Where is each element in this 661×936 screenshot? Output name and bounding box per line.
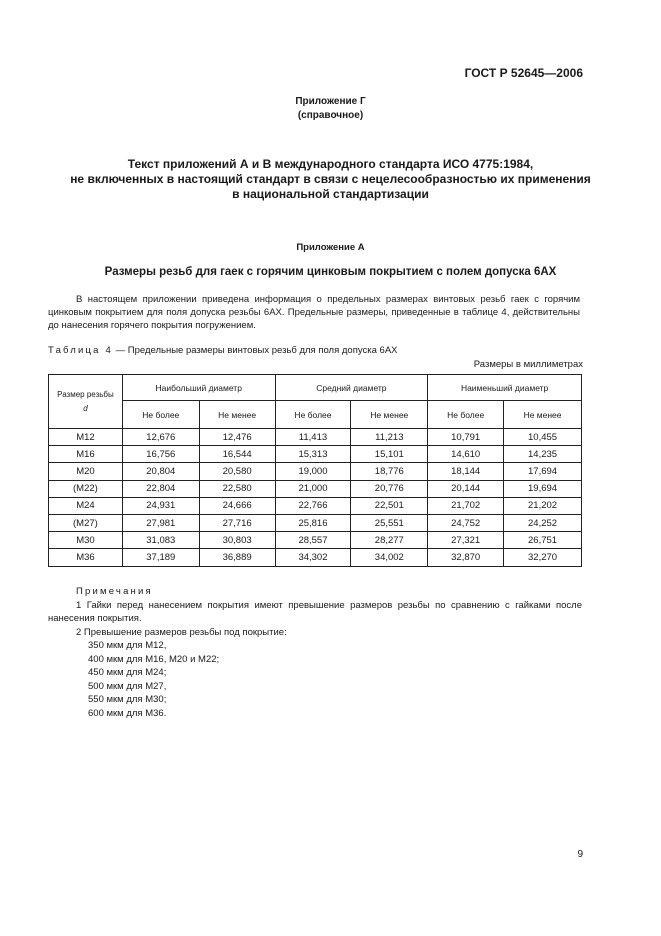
header-minor-max: Не более bbox=[428, 401, 504, 429]
table-cell: 14,610 bbox=[428, 446, 504, 463]
table-cell: (M27) bbox=[49, 514, 123, 531]
header-major-min: Не менее bbox=[199, 401, 275, 429]
page-number: 9 bbox=[577, 849, 583, 860]
intro-paragraph: В настоящем приложении приведена информация о предельных размерах винтовых резьб гаек с горячим цинковым покрытием для поля допуска резьбы 6АХ. Предельные размеры, приведенные в таблице 4, действительны до нанесения горячего покрытия погружением. bbox=[48, 294, 580, 331]
table-cell: (M22) bbox=[49, 480, 123, 497]
table-cell: 20,144 bbox=[428, 480, 504, 497]
header-major-diameter: Наибольший диаметр bbox=[122, 375, 275, 401]
table-cell: 21,202 bbox=[504, 497, 582, 514]
table-row bbox=[49, 514, 582, 531]
table-header-row bbox=[49, 375, 582, 401]
table-cell: 16,756 bbox=[122, 446, 199, 463]
table-cell: 34,302 bbox=[275, 549, 351, 566]
table-cell: 15,313 bbox=[275, 446, 351, 463]
table-cell: 18,144 bbox=[428, 463, 504, 480]
main-title bbox=[0, 157, 661, 202]
table-cell: 32,270 bbox=[504, 549, 582, 566]
table-cell: 11,213 bbox=[351, 429, 428, 446]
table-cell: 11,413 bbox=[275, 429, 351, 446]
table-cell: 22,804 bbox=[122, 480, 199, 497]
note-2-item: 450 мкм для М24; bbox=[88, 667, 167, 678]
document-code: ГОСТ Р 52645—2006 bbox=[464, 66, 583, 80]
note-2-item: 550 мкм для М30; bbox=[88, 694, 167, 705]
table-cell: 24,752 bbox=[428, 514, 504, 531]
note-2-item: 500 мкм для М27, bbox=[88, 680, 167, 692]
table-caption bbox=[48, 345, 398, 356]
table-row bbox=[49, 480, 582, 497]
table-caption-label: Таблица 4 bbox=[48, 345, 113, 356]
table-row bbox=[49, 463, 582, 480]
note-2-item: 400 мкм для М16, М20 и М22; bbox=[88, 653, 220, 665]
table-cell: 24,931 bbox=[122, 497, 199, 514]
table-cell: 14,235 bbox=[504, 446, 582, 463]
table-row bbox=[49, 429, 582, 446]
table-cell: 25,816 bbox=[275, 514, 351, 531]
table-cell: 10,791 bbox=[428, 429, 504, 446]
table-cell: 25,551 bbox=[351, 514, 428, 531]
table-cell: 24,252 bbox=[504, 514, 582, 531]
table-cell: 15,101 bbox=[351, 446, 428, 463]
table-cell: M20 bbox=[49, 463, 123, 480]
note-2-item: 350 мкм для М12, bbox=[88, 640, 167, 651]
table-caption-text: — Предельные размеры винтовых резьб для поля допуска 6АХ bbox=[112, 345, 398, 356]
table-cell: 21,000 bbox=[275, 480, 351, 497]
table-cell: 16,544 bbox=[199, 446, 275, 463]
table-cell: 12,476 bbox=[199, 429, 275, 446]
table-cell: 20,776 bbox=[351, 480, 428, 497]
table-cell: 27,321 bbox=[428, 532, 504, 549]
header-thread-size-symbol: d bbox=[83, 403, 88, 413]
table-subheader-row bbox=[49, 401, 582, 429]
table-cell: 36,889 bbox=[199, 549, 275, 566]
table-cell: 17,694 bbox=[504, 463, 582, 480]
annex-a-label: Приложение А bbox=[296, 242, 365, 253]
table-cell: M36 bbox=[49, 549, 123, 566]
main-title-line-1: Текст приложений А и В международного стандарта ИСО 4775:1984, bbox=[127, 157, 534, 171]
note-2-item: 600 мкм для М36. bbox=[88, 707, 167, 719]
header-pitch-diameter: Средний диаметр bbox=[275, 375, 428, 401]
table-cell: M12 bbox=[49, 429, 123, 446]
annex-g-label: Приложение Г bbox=[295, 96, 366, 107]
header-pitch-min: Не менее bbox=[351, 401, 428, 429]
table-cell: 37,189 bbox=[122, 549, 199, 566]
table-cell: M16 bbox=[49, 446, 123, 463]
table-cell: 27,716 bbox=[199, 514, 275, 531]
table-row bbox=[49, 532, 582, 549]
table-cell: 31,083 bbox=[122, 532, 199, 549]
table-cell: 28,277 bbox=[351, 532, 428, 549]
main-title-line-3: в национальной стандартизации bbox=[232, 187, 429, 201]
table-cell: 22,580 bbox=[199, 480, 275, 497]
note-2: 2 Превышение размеров резьбы под покрытие: bbox=[76, 626, 287, 638]
table-cell: 19,000 bbox=[275, 463, 351, 480]
header-major-max: Не более bbox=[122, 401, 199, 429]
table-cell: 20,580 bbox=[199, 463, 275, 480]
header-minor-min: Не менее bbox=[504, 401, 582, 429]
table-cell: 12,676 bbox=[122, 429, 199, 446]
table-cell: 24,666 bbox=[199, 497, 275, 514]
table-cell: 20,804 bbox=[122, 463, 199, 480]
table-cell: 27,981 bbox=[122, 514, 199, 531]
table-row bbox=[49, 446, 582, 463]
table-row bbox=[49, 549, 582, 566]
annex-a-title: Размеры резьб для гаек с горячим цинковым покрытием с полем допуска 6АХ bbox=[104, 266, 557, 278]
header-thread-size bbox=[49, 375, 123, 429]
table-cell: 21,702 bbox=[428, 497, 504, 514]
table-cell: 10,455 bbox=[504, 429, 582, 446]
annex-g-heading bbox=[0, 95, 661, 123]
table-cell: 22,766 bbox=[275, 497, 351, 514]
table-cell: 32,870 bbox=[428, 549, 504, 566]
table-cell: 18,776 bbox=[351, 463, 428, 480]
header-minor-diameter: Наименьший диаметр bbox=[428, 375, 582, 401]
table-cell: 19,694 bbox=[504, 480, 582, 497]
table-cell: M30 bbox=[49, 532, 123, 549]
table-cell: 22,501 bbox=[351, 497, 428, 514]
header-thread-size-label: Размер резьбы bbox=[57, 389, 114, 399]
table-cell: M24 bbox=[49, 497, 123, 514]
header-pitch-max: Не более bbox=[275, 401, 351, 429]
notes-header: Примечания bbox=[76, 586, 153, 597]
annex-g-type: (справочное) bbox=[297, 110, 364, 121]
note-1: 1 Гайки перед нанесением покрытия имеют превышение размеров резьбы по сравнению с гайками после нанесения покрытия. bbox=[48, 599, 582, 624]
thread-dimensions-table bbox=[48, 374, 582, 567]
table-row bbox=[49, 497, 582, 514]
table-cell: 26,751 bbox=[504, 532, 582, 549]
notes-section bbox=[48, 585, 582, 720]
table-cell: 34,002 bbox=[351, 549, 428, 566]
table-units: Размеры в миллиметрах bbox=[473, 359, 583, 370]
table-cell: 30,803 bbox=[199, 532, 275, 549]
table-cell: 28,557 bbox=[275, 532, 351, 549]
main-title-line-2: не включенных в настоящий стандарт в связи с нецелесообразностью их применения bbox=[70, 172, 591, 186]
